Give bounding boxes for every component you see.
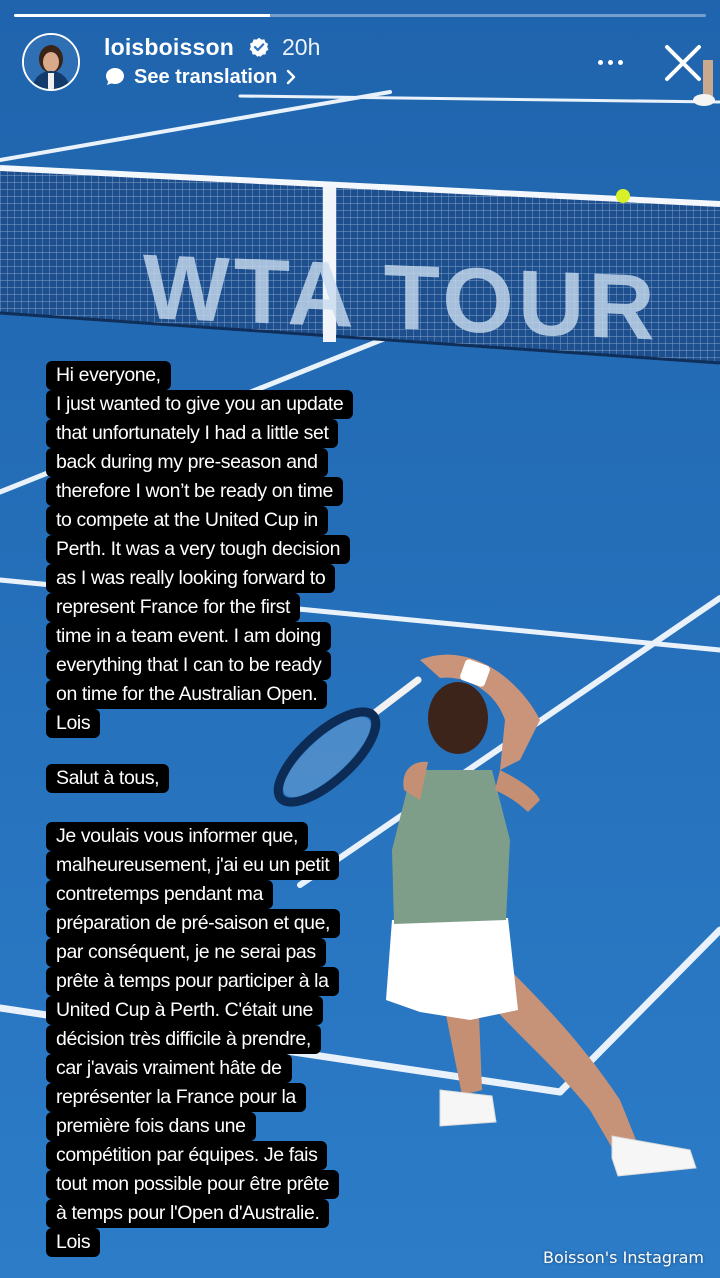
- more-dot: [608, 60, 613, 65]
- caption-line: everything that I can to be ready: [46, 651, 331, 680]
- verified-badge-icon: [249, 37, 269, 57]
- caption-line: représenter la France pour la: [46, 1083, 306, 1112]
- caption-line: Lois: [46, 1228, 100, 1257]
- caption-line: United Cup à Perth. C'était une: [46, 996, 323, 1025]
- tennis-ball: [616, 189, 630, 203]
- caption-line: malheureusement, j'ai eu un petit: [46, 851, 339, 880]
- avatar-image: [24, 35, 78, 89]
- caption-line: car j'avais vraiment hâte de: [46, 1054, 292, 1083]
- caption-line: préparation de pré-saison et que,: [46, 909, 340, 938]
- more-dot: [598, 60, 603, 65]
- story-progress-fill: [14, 14, 270, 17]
- more-options-icon[interactable]: [590, 50, 630, 74]
- caption-line: as I was really looking forward to: [46, 564, 335, 593]
- caption-line: I just wanted to give you an update: [46, 390, 353, 419]
- caption-line: on time for the Australian Open.: [46, 680, 327, 709]
- avatar[interactable]: [22, 33, 80, 91]
- caption-english: [46, 361, 353, 738]
- more-dot: [618, 60, 623, 65]
- story-progress-bar: [14, 14, 706, 17]
- see-translation-button[interactable]: [104, 64, 297, 90]
- caption-line: represent France for the first: [46, 593, 300, 622]
- caption-line: contretemps pendant ma: [46, 880, 273, 909]
- caption-line: Lois: [46, 709, 100, 738]
- caption-line: therefore I won’t be ready on time: [46, 477, 343, 506]
- caption-line: Hi everyone,: [46, 361, 171, 390]
- close-icon[interactable]: [662, 42, 704, 84]
- translate-icon: [104, 66, 126, 88]
- caption-line: Salut à tous,: [46, 764, 169, 793]
- caption-line: to compete at the United Cup in: [46, 506, 328, 535]
- post-time: 20h: [282, 34, 321, 60]
- caption-line: back during my pre-season and: [46, 448, 328, 477]
- caption-french-greeting: [46, 764, 169, 793]
- caption-line: prête à temps pour participer à la: [46, 967, 339, 996]
- caption-line: à temps pour l'Open d'Australie.: [46, 1199, 329, 1228]
- caption-line: that unfortunately I had a little set: [46, 419, 338, 448]
- caption-line: première fois dans une: [46, 1112, 256, 1141]
- caption-line: Je voulais vous informer que,: [46, 822, 308, 851]
- caption-line: compétition par équipes. Je fais: [46, 1141, 327, 1170]
- caption-line: tout mon possible pour être prête: [46, 1170, 339, 1199]
- photo-credit: Boisson's Instagram: [542, 1248, 704, 1267]
- see-translation-label: See translation: [134, 65, 278, 88]
- caption-line: Perth. It was a very tough decision: [46, 535, 350, 564]
- caption-line: time in a team event. I am doing: [46, 622, 331, 651]
- caption-line: par conséquent, je ne serai pas: [46, 938, 326, 967]
- net-banner: WTA TOUR: [143, 235, 659, 360]
- username[interactable]: loisboisson: [104, 34, 234, 60]
- caption-line: décision très difficile à prendre,: [46, 1025, 321, 1054]
- chevron-right-icon: [285, 69, 297, 85]
- caption-french: [46, 822, 340, 1257]
